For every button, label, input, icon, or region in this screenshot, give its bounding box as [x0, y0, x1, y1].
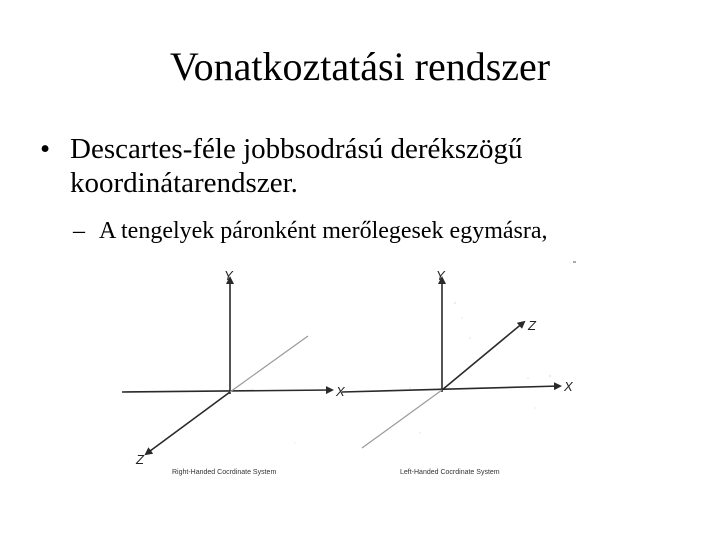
- coordinate-systems-figure: [110, 258, 590, 488]
- lh-z-label: Z: [528, 318, 536, 333]
- lh-x-label: X: [564, 379, 573, 394]
- lh-y-label: Y: [436, 268, 445, 283]
- scan-noise: [294, 262, 571, 444]
- rh-y-label: Y: [224, 268, 233, 283]
- sub-bullet-text: A tengelyek páronként merőlegesek egymásra,: [99, 218, 548, 244]
- lh-z-axis: [442, 322, 524, 390]
- lh-caption: Left-Handed Cocrdinate System: [400, 469, 500, 476]
- left-handed-system: [342, 268, 574, 476]
- bullet-marker: •: [40, 133, 51, 165]
- sub-bullet-marker: –: [73, 218, 85, 244]
- rh-z-axis-back: [230, 336, 308, 392]
- rh-z-axis: [146, 392, 230, 454]
- lh-x-axis: [342, 386, 560, 392]
- slide-title: Vonatkoztatási rendszer: [169, 44, 551, 89]
- lh-z-axis-back: [362, 390, 442, 448]
- rh-z-label: Z: [136, 452, 144, 467]
- right-handed-system: [122, 268, 346, 476]
- rh-caption: Right-Handed Cocrdinate System: [172, 469, 277, 476]
- rh-x-label: X: [336, 384, 345, 399]
- bullet-text: Descartes-féle jobbsodrású derékszögű koordinátarendszer.: [70, 133, 523, 199]
- rh-x-axis: [122, 390, 332, 392]
